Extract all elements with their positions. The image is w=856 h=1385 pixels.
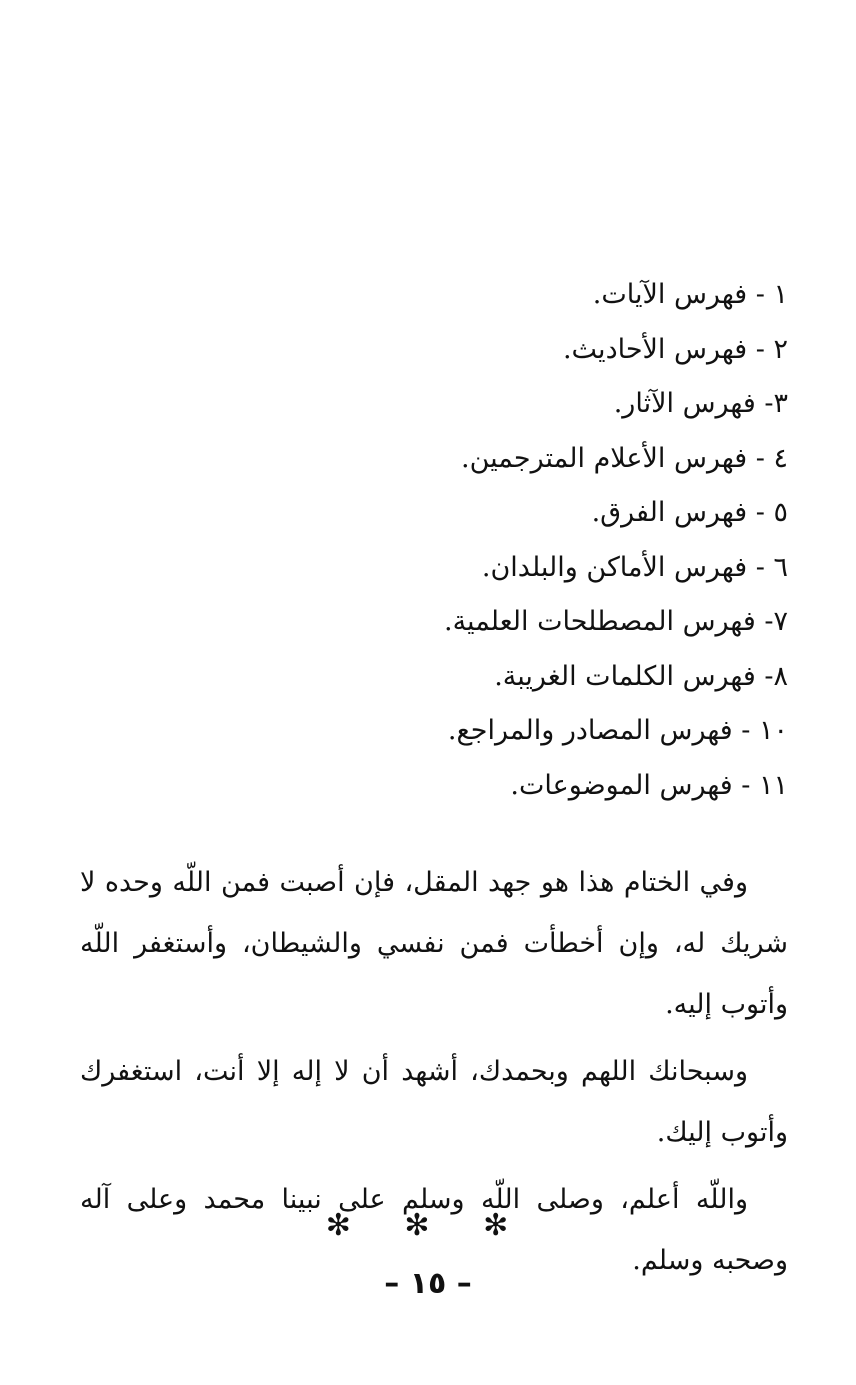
index-item: ٨- فهرس الكلمات الغريبة. [494, 660, 788, 692]
index-list [80, 268, 788, 813]
index-item: ٣- فهرس الآثار. [613, 388, 788, 419]
closing-paragraph: وفي الختام هذا هو جهد المقل، فإن أصبت فمن اللّه وحده لا شريك له، وإن أخطأت فمن نفسي والشيطان، وأستغفر اللّه وأتوب إليه. [80, 867, 788, 1020]
index-item: ٤ - فهرس الأعلام المترجمين. [461, 442, 788, 474]
section-separator: ✻ ✻ ✻ [325, 1208, 531, 1243]
index-item: ٥ - فهرس الفرق. [591, 497, 788, 528]
index-item: ٢ - فهرس الأحاديث. [562, 333, 788, 365]
closing-paragraph: واللّه أعلم، وصلى اللّه وسلم على نبينا محمد وعلى آله وصحبه وسلم. [80, 1184, 788, 1276]
page-number: – ١٥ – [384, 1266, 472, 1301]
index-item: ٦ - فهرس الأماكن والبلدان. [481, 551, 788, 583]
index-item: ١٠ - فهرس المصادر والمراجع. [447, 715, 788, 746]
index-item: ١١ - فهرس الموضوعات. [510, 769, 788, 801]
index-item: ٧- فهرس المصطلحات العلمية. [443, 606, 788, 637]
closing-paragraph: وسبحانك اللهم وبحمدك، أشهد أن لا إله إلا أنت، استغفرك وأتوب إليك. [80, 1056, 788, 1148]
index-item: ١ - فهرس الآيات. [592, 279, 788, 310]
